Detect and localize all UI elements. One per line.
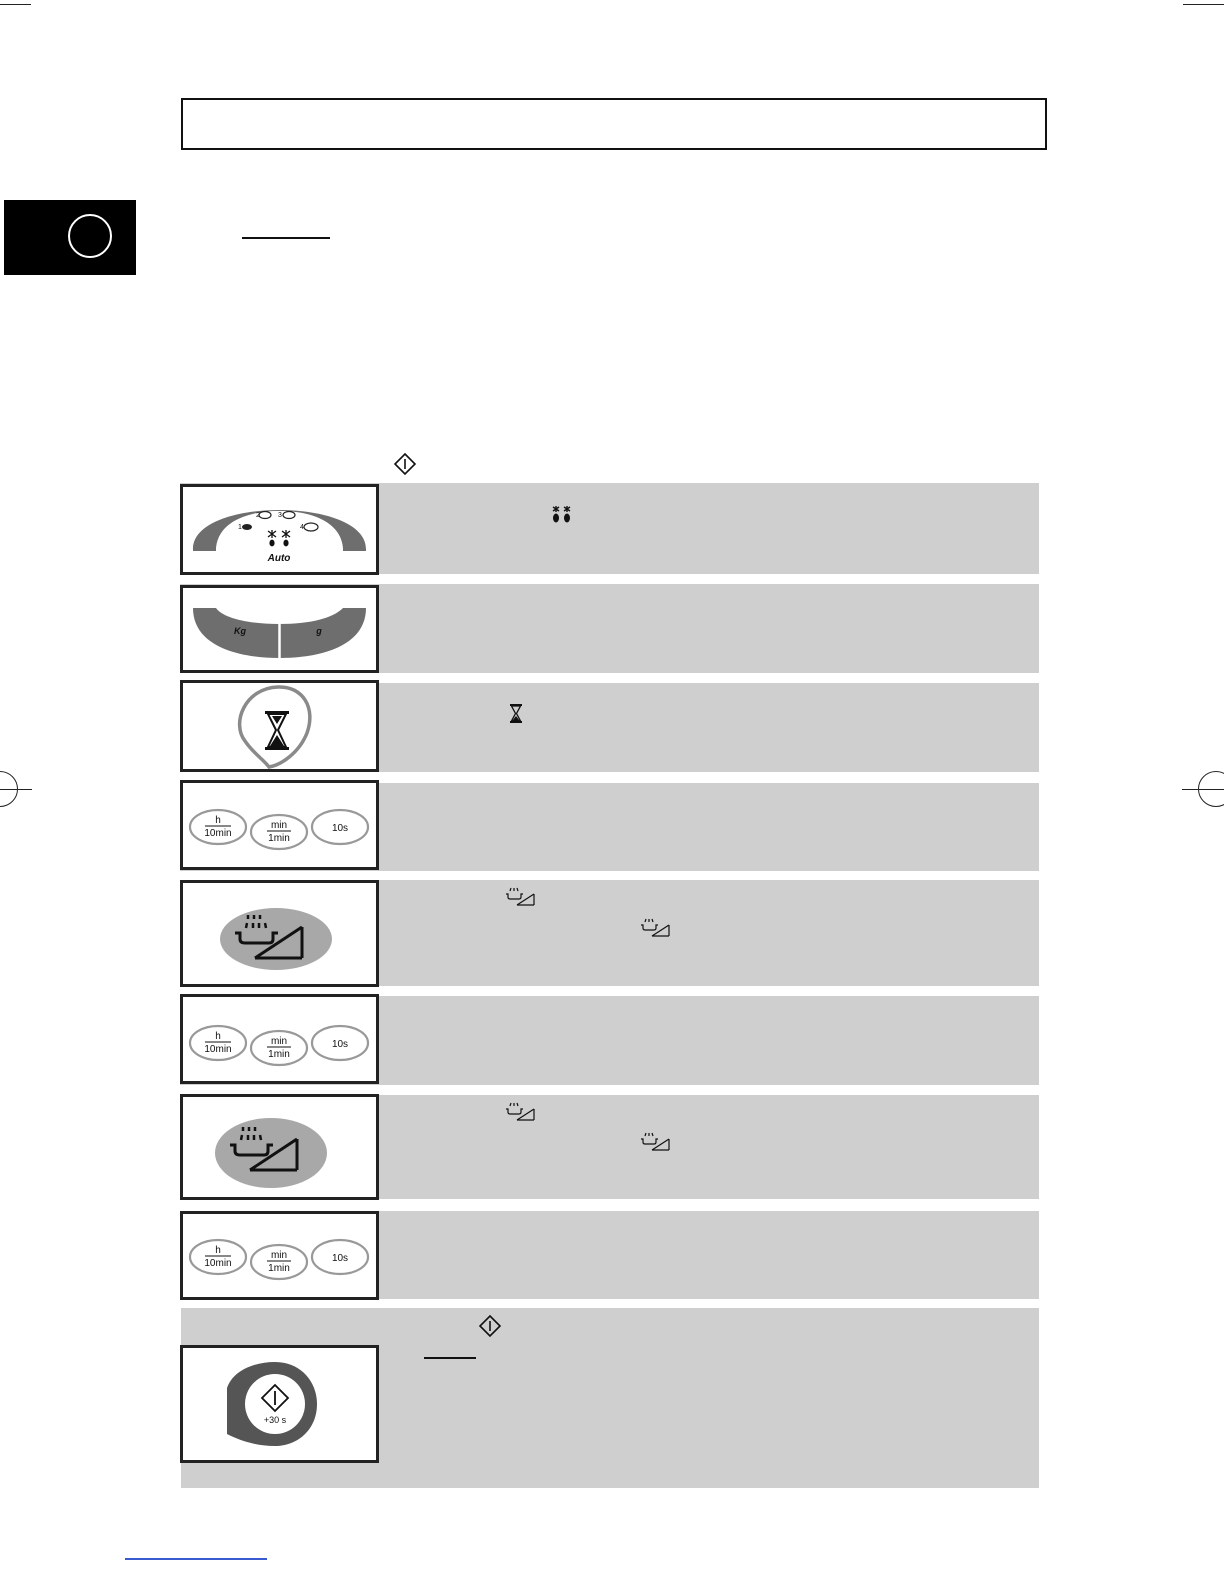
hours-button-bottom: 10min [204,1258,232,1269]
weight-dial-kg-label: Kg [234,626,246,636]
crusty-plate-icon [640,1131,670,1151]
ten-seconds-button-label: 10s [331,1253,349,1264]
minutes-button-top: min [270,820,288,831]
ten-seconds-button-label: 10s [331,823,349,834]
language-tab [4,200,136,275]
ten-seconds-button [312,1240,368,1274]
auto-dial-label: Auto [267,553,291,564]
auto-defrost-dial-panel[interactable] [180,484,379,575]
heading-underline [242,237,330,239]
start-diamond-icon [393,452,417,476]
defrost-drops-icon [551,505,573,525]
language-circle-icon [68,214,112,258]
start-button-label: +30 s [263,1415,287,1425]
standing-time-button-panel[interactable] [180,680,379,772]
meat-icon [242,524,252,530]
weight-dial-panel[interactable] [180,585,379,673]
ten-seconds-button [312,1026,368,1060]
crop-mark-top-left [0,4,31,5]
time-buttons-panel[interactable] [180,780,379,870]
minutes-button [251,815,307,849]
registration-line-right [1182,789,1224,790]
auto-dial-digit-4: 4 [300,524,304,531]
start-button-panel[interactable] [180,1345,379,1463]
section-title-box [181,98,1047,150]
minutes-button [251,1031,307,1065]
start-diamond-icon [478,1314,502,1338]
time-buttons-panel-3[interactable] [180,1211,379,1300]
hourglass-icon [509,704,523,723]
hours-button [190,1026,246,1060]
ten-seconds-button [312,810,368,844]
crop-mark-top-right [1183,4,1224,5]
hours-button-top: h [215,1031,221,1042]
hours-button [190,810,246,844]
registration-line-left [0,789,32,790]
minutes-button-top: min [270,1036,288,1047]
crusty-plate-button-panel-2[interactable] [180,1094,379,1200]
hours-button-top: h [215,815,221,826]
auto-dial-digit-3: 3 [278,512,282,519]
hours-button [190,1240,246,1274]
crusty-plate-icon [505,1101,535,1121]
minutes-button [251,1245,307,1279]
hours-button-top: h [215,1245,221,1256]
crusty-plate-button-panel-1[interactable] [180,880,379,987]
hours-button-bottom: 10min [204,828,232,839]
minutes-button-bottom: 1min [268,1049,290,1060]
crusty-plate-icon [505,886,535,906]
ten-seconds-button-label: 10s [331,1039,349,1050]
auto-dial-digit-2: 2 [256,512,260,519]
minutes-button-top: min [270,1250,288,1261]
crusty-plate-icon [640,917,670,937]
start-step-underline [424,1357,476,1359]
weight-dial-g-label: g [316,626,322,636]
footer-link-line [125,1558,267,1560]
minutes-button-bottom: 1min [268,833,290,844]
minutes-button-bottom: 1min [268,1263,290,1274]
hours-button-bottom: 10min [204,1044,232,1055]
auto-dial-digit-1: 1 [238,524,242,531]
time-buttons-panel-2[interactable] [180,994,379,1084]
